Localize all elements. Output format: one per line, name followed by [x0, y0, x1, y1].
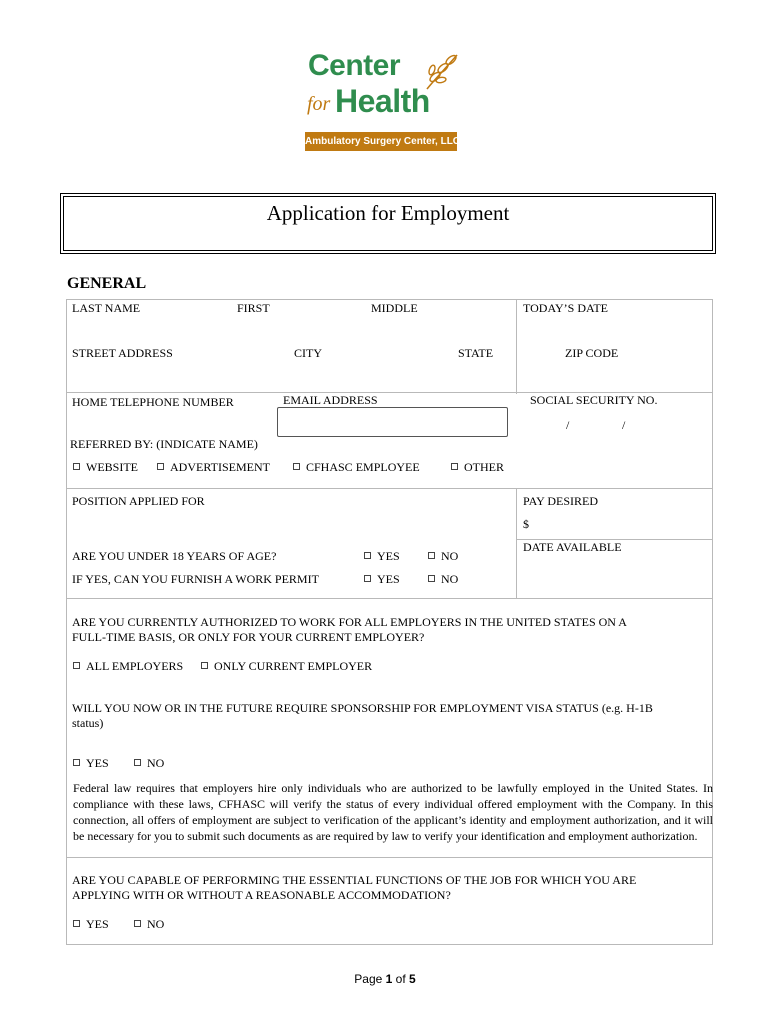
essential-functions-question-line2: APPLYING WITH OR WITHOUT A REASONABLE ACCOMMODATION? [72, 888, 451, 902]
middle-name-label: MIDDLE [371, 301, 418, 315]
checkbox-icon[interactable] [201, 662, 208, 669]
email-label: EMAIL ADDRESS [283, 393, 378, 407]
date-available-label: DATE AVAILABLE [523, 540, 622, 554]
checkbox-icon[interactable] [73, 920, 80, 927]
work-authorization-question-line1: ARE YOU CURRENTLY AUTHORIZED TO WORK FOR ALL EMPLOYERS IN THE UNITED STATES ON A [72, 615, 627, 629]
email-input[interactable] [277, 407, 508, 437]
checkbox-icon[interactable] [134, 920, 141, 927]
essential-functions-no[interactable]: NO [134, 917, 164, 931]
under-18-no[interactable]: NO [428, 549, 458, 563]
work-authorization-question-line2: FULL-TIME BASIS, OR ONLY FOR YOUR CURRENT EMPLOYER? [72, 630, 425, 644]
city-label: CITY [294, 346, 322, 360]
work-permit-no[interactable]: NO [428, 572, 458, 586]
authorized-current-employer[interactable]: ONLY CURRENT EMPLOYER [201, 659, 372, 673]
checkbox-icon[interactable] [428, 552, 435, 559]
logo-text-health: Health [335, 83, 430, 119]
street-address-label: STREET ADDRESS [72, 346, 173, 360]
referral-option-advertisement[interactable]: ADVERTISEMENT [157, 460, 270, 474]
checkbox-icon[interactable] [451, 463, 458, 470]
referral-option-cfhasc-employee[interactable]: CFHASC EMPLOYEE [293, 460, 420, 474]
page-title: Application for Employment [266, 201, 510, 225]
referral-option-other[interactable]: OTHER [451, 460, 504, 474]
checkbox-icon[interactable] [73, 662, 80, 669]
checkbox-icon[interactable] [364, 552, 371, 559]
checkbox-icon[interactable] [73, 759, 80, 766]
logo-text-center: Center [308, 49, 401, 82]
column-divider [516, 299, 517, 394]
ssn-separator: / [622, 418, 626, 432]
logo-text-for: for [307, 93, 331, 115]
ssn-separator: / [566, 418, 570, 432]
federal-law-notice: Federal law requires that employers hire only individuals who are authorized to be lawfully employed in the United States. In compliance with these laws, CFHASC will verify the status of every individual offered employment with the Company. In this connection, all offers of employment are subject to verification of the applicant’s identity and employment authorization, and it will be necessary for you to submit such documents as are required by law to verify your identification and employment authorization. [73, 781, 713, 843]
authorized-all-employers[interactable]: ALL EMPLOYERS [73, 659, 183, 673]
pay-desired-label: PAY DESIRED [523, 494, 599, 508]
first-name-label: FIRST [237, 301, 270, 315]
sponsorship-question-line1: WILL YOU NOW OR IN THE FUTURE REQUIRE SPONSORSHIP FOR EMPLOYMENT VISA STATUS (e.g. H-1B [72, 701, 653, 715]
sponsorship-no[interactable]: NO [134, 756, 164, 770]
referral-option-website[interactable]: WEBSITE [73, 460, 138, 474]
essential-functions-yes[interactable]: YES [73, 917, 109, 931]
ssn-label: SOCIAL SECURITY NO. [530, 393, 658, 407]
state-label: STATE [458, 346, 494, 360]
under-18-question: ARE YOU UNDER 18 YEARS OF AGE? [72, 549, 277, 563]
under-18-yes[interactable]: YES [364, 549, 400, 563]
work-permit-question: IF YES, CAN YOU FURNISH A WORK PERMIT [72, 572, 319, 586]
home-telephone-label: HOME TELEPHONE NUMBER [72, 395, 234, 409]
row-divider [66, 598, 712, 599]
essential-functions-question-line1: ARE YOU CAPABLE OF PERFORMING THE ESSENTIAL FUNCTIONS OF THE JOB FOR WHICH YOU ARE [72, 873, 637, 887]
checkbox-icon[interactable] [73, 463, 80, 470]
checkbox-icon[interactable] [364, 575, 371, 582]
section-heading-general: GENERAL [67, 275, 147, 292]
zip-code-label: ZIP CODE [565, 346, 619, 360]
page-number: Page 1 of 5 [354, 972, 416, 986]
sponsorship-yes[interactable]: YES [73, 756, 109, 770]
currency-symbol: $ [523, 517, 529, 531]
referred-by-label: REFERRED BY: (INDICATE NAME) [70, 437, 258, 451]
logo-band: Ambulatory Surgery Center, LLC [305, 132, 457, 151]
row-divider [66, 857, 712, 858]
checkbox-icon[interactable] [157, 463, 164, 470]
sponsorship-question-line2: status) [72, 716, 104, 730]
company-logo [305, 47, 461, 155]
checkbox-icon[interactable] [293, 463, 300, 470]
work-permit-yes[interactable]: YES [364, 572, 400, 586]
last-name-label: LAST NAME [72, 301, 141, 315]
todays-date-label: TODAY’S DATE [523, 301, 609, 315]
checkbox-icon[interactable] [134, 759, 141, 766]
checkbox-icon[interactable] [428, 575, 435, 582]
row-divider [66, 488, 712, 489]
position-applied-label: POSITION APPLIED FOR [72, 494, 205, 508]
column-divider [516, 488, 517, 598]
